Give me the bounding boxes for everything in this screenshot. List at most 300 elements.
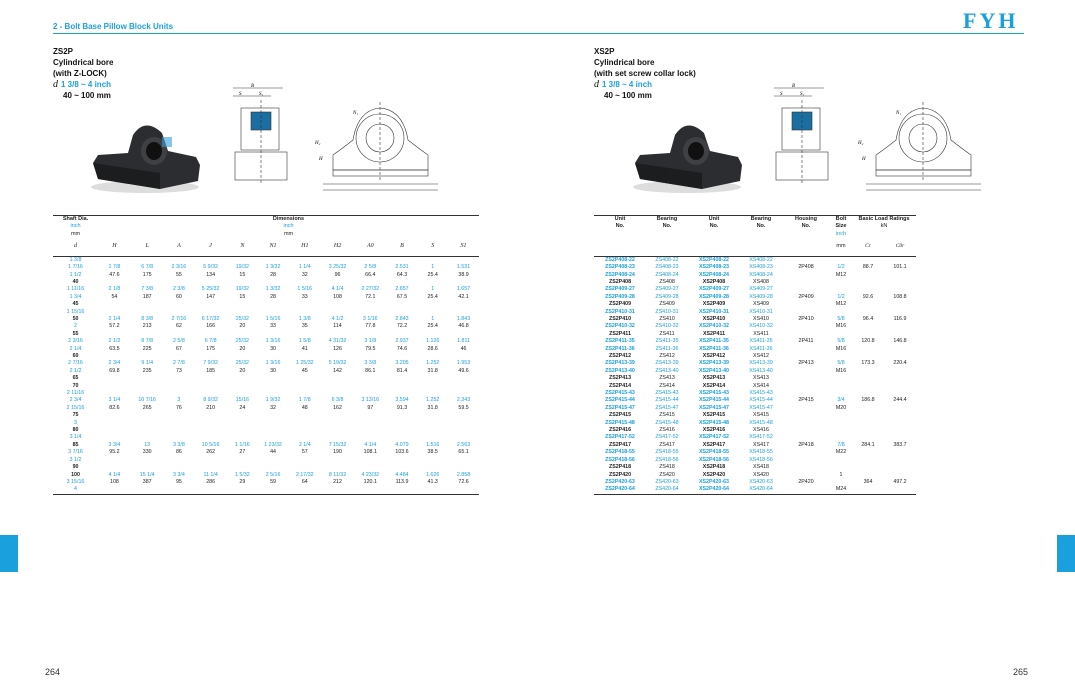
housing-no-cell [782, 353, 830, 360]
dim-cell [448, 457, 479, 464]
dim-cell: 20 [239, 367, 246, 374]
c0r-cell [884, 472, 916, 479]
dim-cell: 25.4 [427, 271, 438, 278]
bearing-no-cell-2: XS414 [753, 382, 769, 389]
svg-text:H₂: H₂ [858, 141, 864, 146]
bearing-no-cell: ZS415-44 [655, 397, 679, 404]
dim-cell: 2 1/4 [108, 315, 121, 322]
c0r-cell [884, 383, 916, 390]
dim-cell [448, 353, 479, 360]
dim-cell [131, 434, 164, 441]
dim-cell: 25/32 [235, 360, 249, 367]
housing-no-cell [782, 331, 830, 338]
shaft-dia-cell: 2 3/16 [68, 338, 83, 345]
bolt-size-cell: 1 [839, 471, 843, 478]
dim-cell [98, 486, 131, 494]
dim-cell: 108 [333, 293, 342, 300]
dim-cell [258, 412, 289, 419]
shaft-dia-cell: 50 [72, 315, 79, 322]
dim-cell: 2 7/16 [171, 315, 187, 322]
dim-cell: 19/32 [235, 286, 249, 293]
dim-cell: 4 1/4 [331, 286, 344, 293]
bearing-no-cell-2: XS408-23 [749, 264, 773, 271]
dim-cell [288, 434, 321, 441]
dims-mm-header: mm [283, 230, 294, 237]
dim-cell [164, 256, 195, 264]
dim-cell: 162 [333, 404, 342, 411]
dim-cell [194, 412, 227, 419]
dim-cell [131, 256, 164, 264]
bearing-no-cell-2: XS418-55 [749, 449, 773, 456]
housing-no-cell [782, 286, 830, 293]
unit-no-cell: ZS2P412 [608, 353, 632, 359]
dim-cell: 97 [367, 404, 374, 411]
bolt-size-cell: M12 [835, 301, 847, 308]
c0r-cell [884, 256, 916, 264]
cr-cell [852, 434, 884, 441]
dim-cell: 4.484 [395, 471, 409, 478]
dim-cell: 46 [460, 345, 467, 352]
dim-cell: 86.1 [365, 367, 376, 374]
housing-no-cell [782, 383, 830, 390]
dim-col-9: A0 [354, 238, 387, 256]
dim-col-7: H1 [288, 238, 321, 256]
dim-cell: 2.937 [395, 338, 409, 345]
dim-cell: 25/32 [235, 338, 249, 345]
dim-cell: 6 3/8 [331, 397, 344, 404]
table-row [594, 479, 916, 486]
dim-cell [164, 427, 195, 434]
right-bore-inch: d 1 3/8 ~ 4 inch [594, 79, 653, 90]
table-row [53, 368, 479, 375]
cr-cell [852, 412, 884, 419]
dim-cell: 20 [239, 323, 246, 330]
dim-cell [258, 486, 289, 494]
dim-cell: 2 5/8 [364, 264, 377, 271]
table-row [53, 360, 479, 367]
dim-cell [288, 331, 321, 338]
c0r-cell [884, 457, 916, 464]
table-row [594, 434, 916, 441]
dim-cell: 1 5/16 [297, 286, 313, 293]
unit-no-cell-2: XS2P413-39 [698, 360, 730, 367]
unit-no-cell-2: XS2P420-63 [698, 478, 730, 485]
housing-no-cell: 2P411 [798, 338, 814, 345]
unit-no-cell: ZS2P415-43 [605, 390, 635, 397]
dim-cell: 1 25/32 [295, 360, 314, 367]
side-tab-right [1057, 535, 1075, 572]
unit-no-cell-2: XS2P408 [702, 278, 726, 285]
dim-cell [258, 457, 289, 464]
dim-cell: 2 5/16 [265, 471, 281, 478]
dim-cell [448, 309, 479, 316]
table-row [53, 272, 479, 279]
dim-cell [448, 434, 479, 441]
shaft-dia-cell: 2 7/16 [68, 360, 83, 367]
dim-cell: 2 17/32 [295, 471, 314, 478]
table-row [594, 420, 916, 427]
bearing-no-cell: ZS418-55 [655, 449, 679, 456]
dim-cell [354, 279, 387, 286]
unit-no-cell: ZS2P415-47 [605, 404, 635, 411]
dim-cell [387, 427, 418, 434]
dim-cell [387, 353, 418, 360]
dim-col-11: S [417, 238, 448, 256]
dim-cell: 25.4 [427, 323, 438, 330]
shaft-dia-cell: 55 [72, 330, 79, 337]
housing-no-cell [782, 375, 830, 382]
dim-cell: 2.657 [395, 286, 409, 293]
dim-cell [354, 256, 387, 264]
dim-cell: 1 [431, 315, 435, 322]
dim-cell: 1 3/32 [265, 264, 281, 271]
dim-cell [258, 434, 289, 441]
dim-cell: 62 [175, 323, 182, 330]
dim-cell: 1.252 [426, 397, 440, 404]
dim-cell [354, 464, 387, 471]
dim-cell: 55 [175, 271, 182, 278]
c0r-cell [884, 434, 916, 441]
shaft-dia-cell: 1 3/4 [69, 293, 82, 300]
dim-cell [387, 412, 418, 419]
dim-cell [387, 331, 418, 338]
dim-cell: 114 [333, 323, 342, 330]
dim-cell [417, 256, 448, 264]
shaft-dia-cell: 3 1/2 [69, 456, 82, 463]
cr-cell [852, 375, 884, 382]
table-row [594, 390, 916, 397]
table-row [53, 383, 479, 390]
dim-cell: 72.6 [458, 478, 469, 485]
dim-cell [164, 486, 195, 494]
dim-cell: 63.5 [109, 345, 120, 352]
dim-cell [448, 427, 479, 434]
dim-cell: 235 [142, 367, 152, 374]
shaft-dia-cell: 3 7/16 [68, 449, 83, 456]
dim-cell [194, 427, 227, 434]
table-row [594, 256, 916, 264]
dim-cell [417, 412, 448, 419]
housing-no-cell [782, 390, 830, 397]
dim-cell [164, 383, 195, 390]
dim-cell: 38.9 [458, 271, 469, 278]
dim-cell: 108.1 [363, 449, 377, 456]
cr-cell [852, 449, 884, 456]
bolt-size-cell [830, 279, 852, 286]
dim-cell: 13 [144, 441, 151, 448]
dim-cell: 185 [206, 367, 216, 374]
bearing-header: Bearing [656, 216, 678, 222]
dim-cell: 2 1/4 [298, 441, 311, 448]
bearing-no-cell-2: XS415-48 [749, 419, 773, 426]
svg-text:N₁: N₁ [353, 111, 359, 116]
housing-no-cell: 2P418 [798, 441, 814, 448]
bearing-no-cell: ZS417-52 [655, 434, 679, 441]
dim-cell: 387 [142, 478, 152, 485]
cr-cell [852, 405, 884, 412]
page-number-right: 265 [1013, 667, 1029, 677]
dim-cell: 3 13/16 [361, 397, 380, 404]
dim-cell: 2 3/4 [108, 360, 121, 367]
dim-cell: 64.3 [396, 271, 408, 278]
dim-cell: 212 [333, 478, 342, 485]
dim-cell: 166 [206, 323, 216, 330]
dim-cell [164, 375, 195, 382]
bearing-no-cell-2: XS409-28 [749, 293, 773, 300]
dim-cell [227, 420, 258, 427]
dim-cell [227, 486, 258, 494]
dim-cell [227, 412, 258, 419]
shaft-dia-cell: 2 15/16 [66, 404, 85, 411]
dim-cell [258, 375, 289, 382]
table-row [594, 449, 916, 456]
table-row [53, 390, 479, 397]
dim-col-5: N [227, 238, 258, 256]
dim-cell: 96 [334, 271, 341, 278]
shaft-dia-cell: 2 [74, 323, 77, 330]
dim-cell [98, 279, 131, 286]
dim-cell [387, 375, 418, 382]
housing-no-cell [782, 412, 830, 419]
bolt-size-cell: 1/2 [837, 264, 845, 271]
cr-cell [852, 457, 884, 464]
unit-no-cell: ZS2P417-52 [605, 434, 635, 441]
bearing-no-cell-2: XS415-47 [749, 404, 773, 411]
shaft-mm-header: mm [70, 230, 81, 237]
dim-cell: 213 [142, 323, 152, 330]
svg-text:H: H [319, 157, 323, 162]
c0r-cell [884, 331, 916, 338]
shaft-dia-cell: 2 3/4 [69, 397, 82, 404]
table-row [53, 338, 479, 345]
bearing-no-cell: ZS412 [659, 353, 675, 359]
dim-cell [131, 383, 164, 390]
shaft-dia-cell: 40 [72, 278, 79, 285]
bolt-size-cell [830, 331, 852, 338]
side-tab-left [0, 535, 18, 572]
bearing-no-cell: ZS418-56 [655, 456, 679, 463]
table-row [53, 486, 479, 494]
unit-no-cell: ZS2P409 [608, 301, 632, 308]
dim-cell: 8 11/32 [328, 471, 347, 478]
dim-cell [131, 353, 164, 360]
table-row [53, 427, 479, 434]
dim-cell: 1.626 [426, 471, 440, 478]
unit-no-cell: ZS2P408-24 [605, 271, 635, 278]
table-row [53, 256, 479, 264]
table-row [594, 264, 916, 271]
dim-cell [227, 375, 258, 382]
bolt-size-cell [830, 353, 852, 360]
dim-cell [227, 383, 258, 390]
dim-cell: 59.5 [458, 404, 469, 411]
dim-cell [321, 464, 354, 471]
table-row [53, 464, 479, 471]
bearing-header-2: Bearing [750, 216, 772, 222]
dim-cell: 69.8 [109, 367, 120, 374]
dim-cell [131, 412, 164, 419]
unit-no-cell-2: XS2P410-32 [698, 323, 730, 330]
bolt-size-cell: 7/8 [837, 441, 845, 448]
unit-no-cell-2: XS2P414 [702, 382, 726, 389]
cr-cell: 120.8 [861, 338, 875, 345]
table-row [53, 472, 479, 479]
left-desc-1: Cylindrical bore [53, 58, 114, 67]
dim-cell: 72.2 [396, 323, 408, 330]
unit-no-cell: ZS2P411-36 [605, 345, 635, 352]
dim-col-10: B [387, 238, 418, 256]
right-product-heading [594, 46, 696, 101]
dim-cell [98, 256, 131, 264]
dim-cell [354, 309, 387, 316]
housing-no-cell [782, 346, 830, 353]
cr-cell [852, 286, 884, 293]
dim-cell: 57 [301, 449, 308, 456]
dim-cell [194, 434, 227, 441]
housing-no-cell [782, 434, 830, 441]
dim-cell: 15 [239, 293, 246, 300]
cr-cell [852, 368, 884, 375]
unit-no-cell: ZS2P408-23 [605, 264, 635, 271]
dim-cell [227, 256, 258, 264]
dim-cell: 134 [206, 271, 216, 278]
c0r-cell [884, 353, 916, 360]
dim-cell [194, 464, 227, 471]
dim-cell: 79.5 [365, 345, 376, 352]
dims-inch-header: inch [283, 223, 294, 230]
housing-no-cell [782, 464, 830, 471]
dim-cell: 1 1/4 [298, 264, 311, 271]
dim-cell [288, 309, 321, 316]
housing-no-cell: 2P408 [798, 264, 814, 271]
dim-cell [354, 412, 387, 419]
dim-cell [227, 427, 258, 434]
bolt-size-header: Size [835, 223, 847, 230]
right-desc-1: Cylindrical bore [594, 58, 655, 67]
unit-no-cell-2: XS2P415-47 [698, 404, 730, 411]
bolt-size-cell: 5/8 [837, 315, 845, 322]
bearing-no-cell-2: XS410-31 [749, 308, 773, 315]
bearing-no-cell: ZS413-40 [655, 367, 679, 374]
bearing-no-cell: ZS409 [659, 301, 675, 308]
unit-no-cell: ZS2P414 [608, 382, 632, 389]
dim-cell [288, 420, 321, 427]
dim-cell: 120.1 [363, 478, 377, 485]
unit-no-cell-2: XS2P417-52 [698, 434, 730, 441]
bolt-size-cell [830, 412, 852, 419]
dim-cell: 1.843 [456, 315, 471, 322]
dim-cell [98, 301, 131, 308]
table-row [53, 405, 479, 412]
housing-no-cell [782, 457, 830, 464]
bearing-no-cell-2: XS420 [753, 471, 769, 478]
dim-cell: 44 [270, 449, 276, 456]
dim-cell: 330 [142, 449, 152, 456]
dim-cell [258, 256, 289, 264]
shaft-dia-cell: 1 7/16 [68, 264, 83, 271]
table-row [53, 442, 479, 449]
bolt-size-cell [830, 309, 852, 316]
dim-cell: 30 [270, 345, 276, 352]
unit-no-cell: ZS2P409-27 [605, 286, 635, 293]
unit-no-cell: ZS2P416 [608, 427, 632, 434]
table-row [594, 427, 916, 434]
dim-cell [164, 434, 195, 441]
section-title: 2 - Bolt Base Pillow Block Units [53, 22, 174, 31]
c0r-cell: 244.4 [893, 397, 907, 404]
dim-cell: 73 [175, 367, 182, 374]
table-row [594, 279, 916, 286]
dim-cell [417, 486, 448, 494]
bearing-no-cell: ZS408-22 [655, 256, 679, 263]
dim-cell: 2.843 [395, 315, 409, 322]
dim-cell [98, 420, 131, 427]
table-row [53, 420, 479, 427]
right-bore-mm: 40 ~ 100 mm [604, 91, 652, 100]
bearing-no-cell: ZS410 [659, 315, 675, 322]
dim-cell: 76 [175, 404, 182, 411]
dim-cell: 1 3/16 [265, 338, 281, 345]
dim-cell: 5 9/32 [203, 264, 218, 271]
unit-no-cell-2: XS2P418-56 [698, 456, 730, 463]
dim-cell [258, 353, 289, 360]
dim-cell [321, 457, 354, 464]
cr-cell [852, 346, 884, 353]
housing-no-cell [782, 323, 830, 330]
dim-cell [288, 279, 321, 286]
dim-cell: 7 9/32 [203, 360, 218, 367]
cr-cell [852, 353, 884, 360]
svg-text:H₂: H₂ [315, 141, 321, 146]
dim-cell [387, 309, 418, 316]
dim-cell [321, 256, 354, 264]
housing-no-cell [782, 420, 830, 427]
dim-cell: 4 23/32 [361, 471, 380, 478]
cr-cell [852, 420, 884, 427]
housing-no-cell [782, 256, 830, 264]
shaft-inch-header: inch [70, 223, 81, 230]
dim-cell [131, 301, 164, 308]
cr-cell [852, 427, 884, 434]
cr-cell [852, 256, 884, 264]
dim-cell [227, 464, 258, 471]
dim-cell [321, 383, 354, 390]
dim-cell: 8 3/8 [141, 315, 154, 322]
dim-cell [321, 434, 354, 441]
housing-no-cell [782, 279, 830, 286]
dim-cell [321, 375, 354, 382]
bearing-no-cell: ZS410-31 [655, 308, 679, 315]
dim-cell: 15/16 [235, 397, 249, 404]
dim-cell [98, 375, 131, 382]
dim-cell: 41 [301, 345, 308, 352]
unit-no-cell: ZS2P415-44 [605, 397, 635, 404]
dim-cell [164, 353, 195, 360]
bolt-header: Bolt [835, 216, 847, 222]
dim-cell [164, 464, 195, 471]
dim-cell: 24 [239, 404, 246, 411]
dim-cell [321, 353, 354, 360]
table-row [594, 368, 916, 375]
dim-cell [387, 434, 418, 441]
bearing-no-cell: ZS417 [659, 441, 675, 448]
bolt-size-cell [830, 383, 852, 390]
bearing-no-cell: ZS415 [659, 412, 675, 419]
dim-cell: 28 [270, 293, 276, 300]
dim-cell: 3 3/8 [364, 360, 377, 367]
dim-cell: 77.8 [365, 323, 376, 330]
bolt-size-cell [830, 479, 852, 486]
